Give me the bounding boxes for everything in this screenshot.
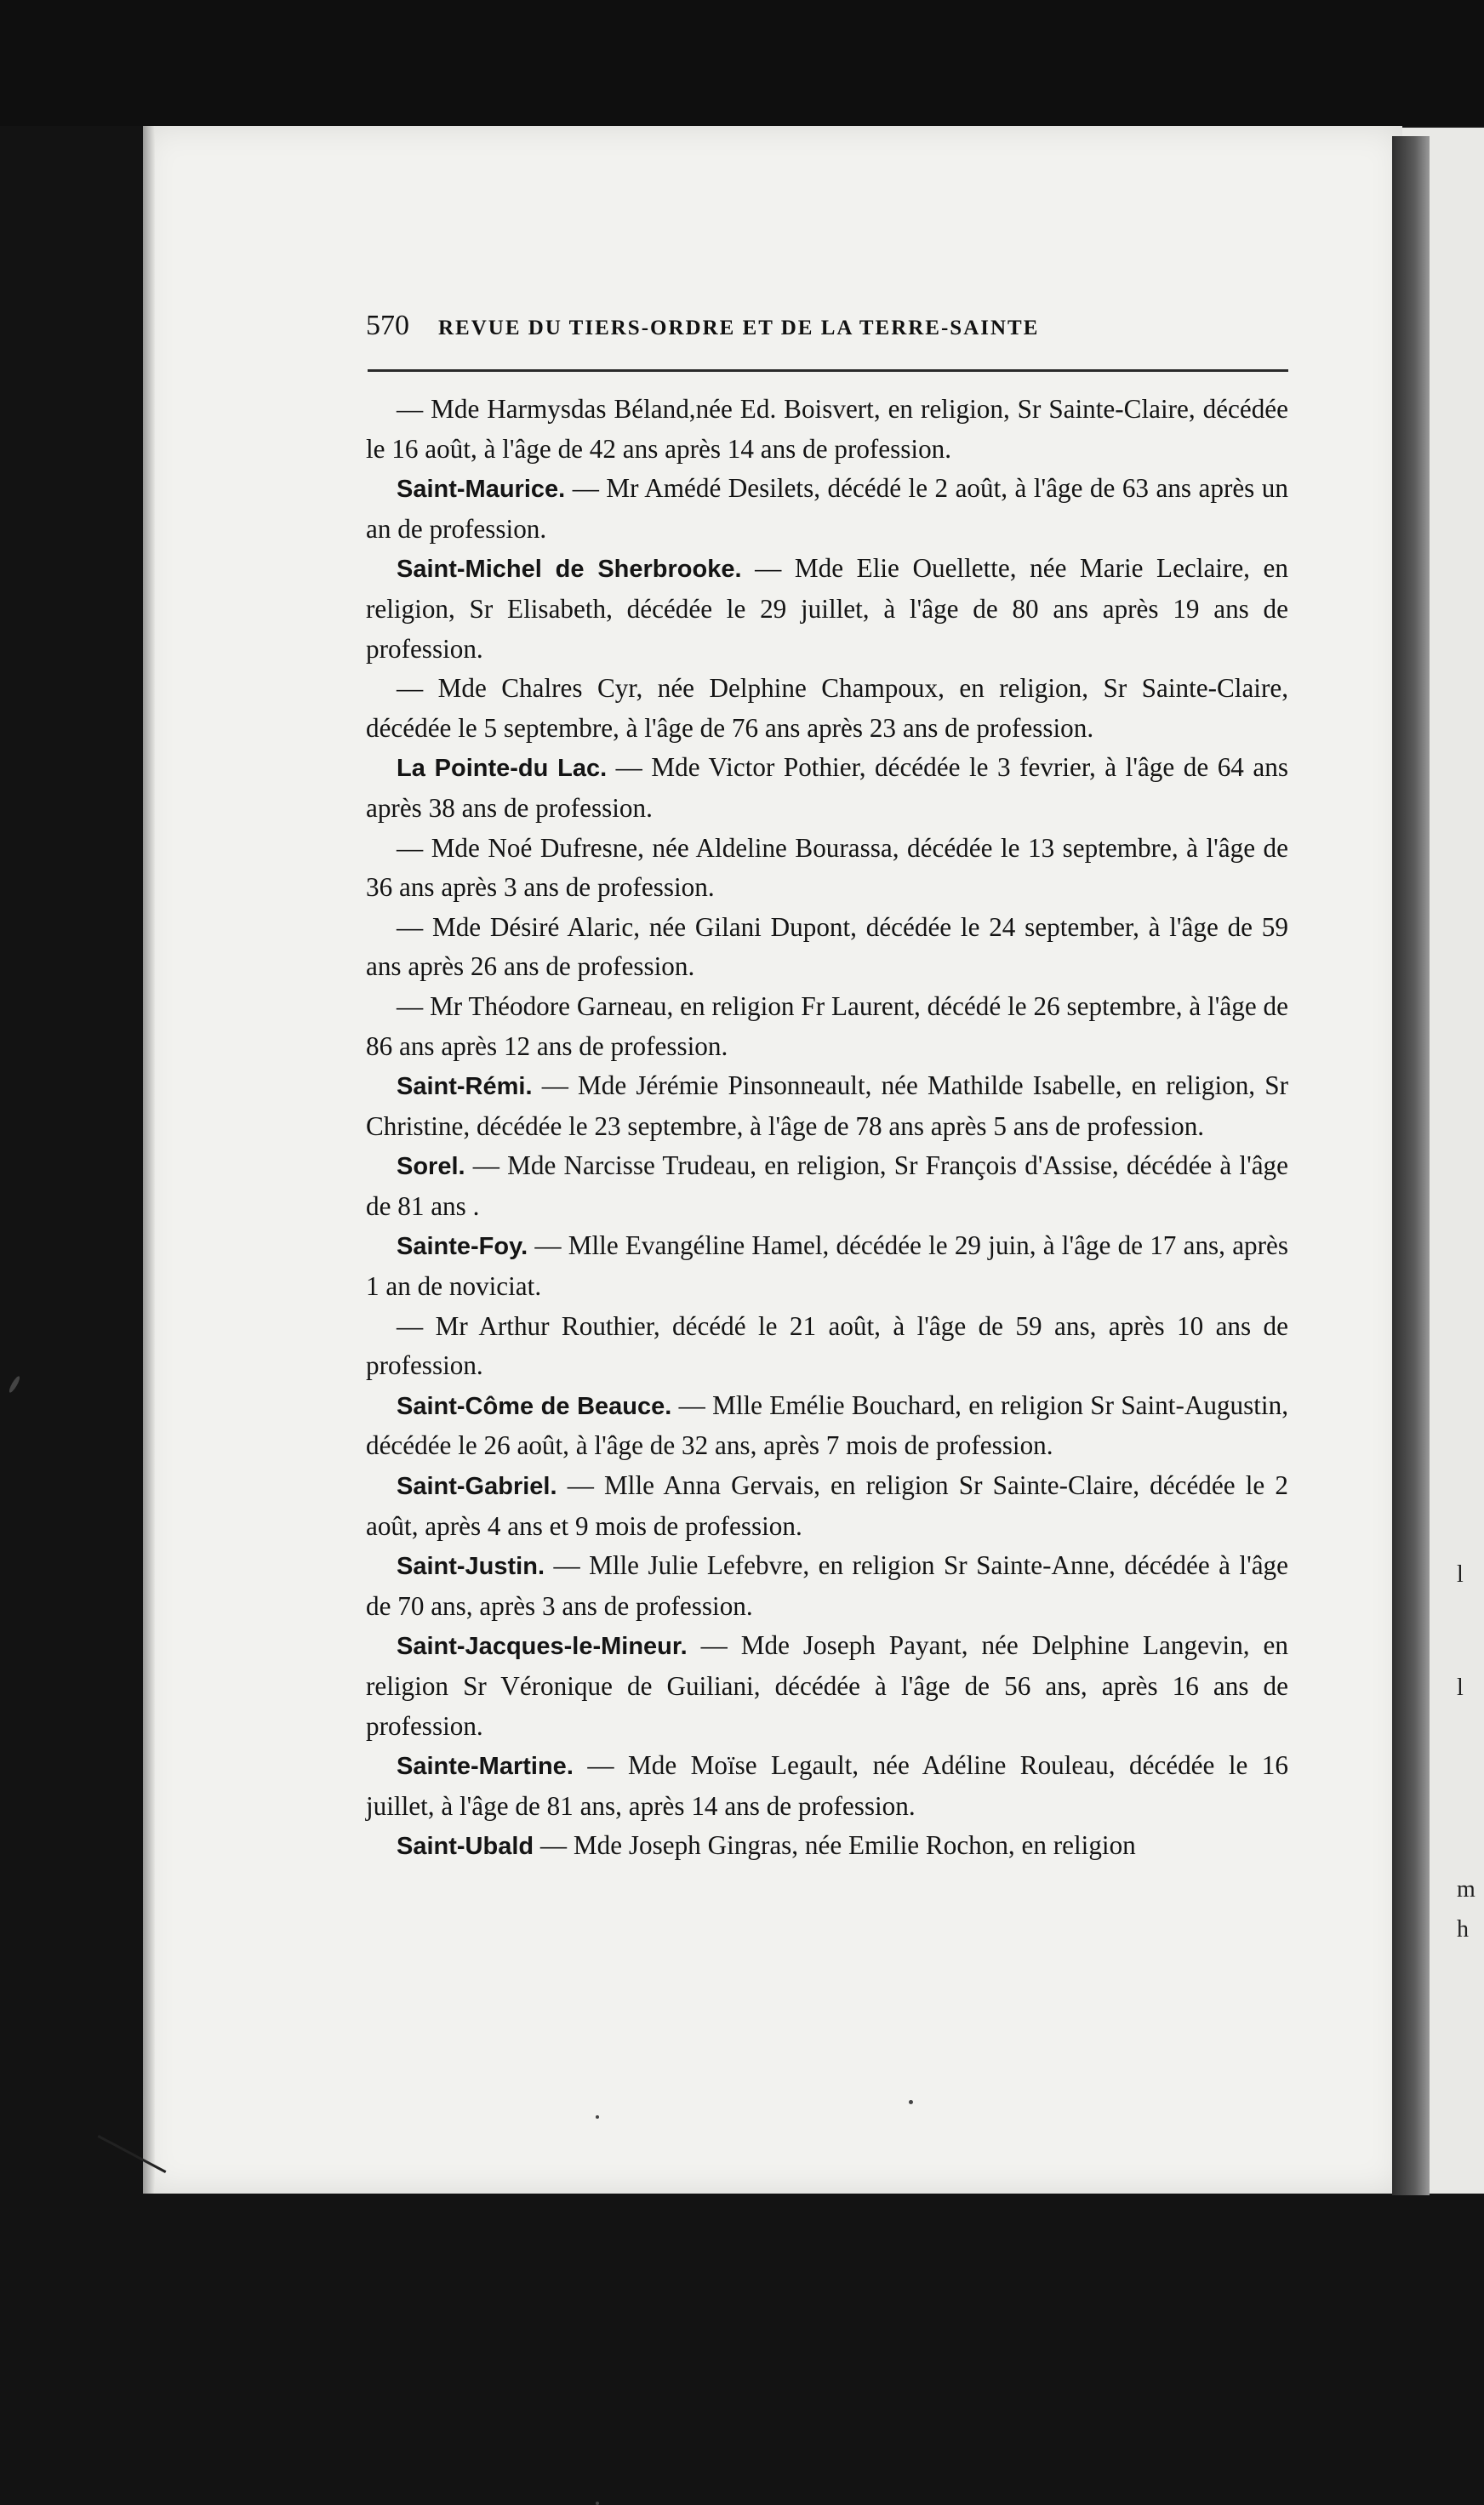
adjacent-page-fragment: m	[1457, 1876, 1475, 1903]
obituary-entry	[366, 1546, 1288, 1626]
entry-text: — Mlle Evangéline Hamel, décédée le 29 juin, à l'âge de 17 ans, après 1 an de noviciat.	[366, 1230, 1288, 1302]
obituary-entry	[366, 1626, 1288, 1746]
obituary-entry	[366, 987, 1288, 1066]
obituary-entry	[366, 1146, 1288, 1226]
parish-name: Saint-Rémi.	[397, 1073, 533, 1101]
entry-text: — Mlle Emélie Bouchard, en religion Sr Saint-Augustin, décédée le 26 août, à l'âge de 32 ans, après 7 mois de profession.	[366, 1389, 1288, 1461]
parish-name: Sainte-Foy.	[397, 1233, 528, 1261]
obituary-entry	[366, 829, 1288, 908]
page-number: 570	[366, 310, 409, 341]
entry-text: — Mde Jérémie Pinsonneault, née Mathilde Isabelle, en religion, Sr Christine, décédée le 23 septembre, à l'âge de 78 ans après 5 ans de profession.	[366, 1070, 1288, 1141]
page-edge	[143, 126, 155, 2194]
entry-text: — Mde Moïse Legault, née Adéline Rouleau, décédée le 16 juillet, à l'âge de 81 ans, après 14 ans de profession.	[366, 1750, 1288, 1821]
obituary-entry	[366, 1826, 1288, 1867]
running-head	[366, 310, 1302, 342]
book-gutter	[1392, 136, 1430, 2195]
entry-text: — Mde Joseph Gingras, née Emilie Rochon, en religion	[534, 1830, 1136, 1861]
obituary-entry	[366, 1386, 1288, 1466]
entry-text: — Mlle Anna Gervais, en religion Sr Sainte-Claire, décédée le 2 août, après 4 ans et 9 mois de profession.	[366, 1470, 1288, 1541]
entry-text: — Mde Noé Dufresne, née Aldeline Bourassa, décédée le 13 septembre, à l'âge de 36 ans après 3 ans de profession.	[366, 832, 1288, 903]
parish-name: Saint-Côme de Beauce.	[397, 1392, 672, 1420]
scan-speck	[909, 2100, 913, 2104]
entry-text: — Mde Désiré Alaric, née Gilani Dupont, décédée le 24 september, à l'âge de 59 ans après 26 ans de profession.	[366, 911, 1288, 982]
entry-text: — Mde Narcisse Trudeau, en religion, Sr François d'Assise, décédée à l'âge de 81 ans .	[366, 1150, 1288, 1221]
parish-name: Saint-Michel de Sherbrooke.	[397, 556, 742, 584]
entry-text: — Mde Harmysdas Béland,née Ed. Boisvert, en religion, Sr Sainte-Claire, décédée le 16 août, à l'âge de 42 ans après 14 ans de profession.	[366, 394, 1288, 464]
entry-text: — Mde Victor Pothier, décédée le 3 fevrier, à l'âge de 64 ans après 38 ans de profession.	[366, 752, 1289, 823]
obituary-entry	[366, 1466, 1288, 1546]
entry-text: — Mlle Julie Lefebvre, en religion Sr Sainte-Anne, décédée à l'âge de 70 ans, après 3 ans de profession.	[366, 1550, 1288, 1621]
parish-name: Sorel.	[397, 1153, 465, 1181]
obituary-entry	[366, 1066, 1288, 1146]
entry-text: — Mde Elie Ouellette, née Marie Leclaire, en religion, Sr Elisabeth, décédée le 29 juillet, à l'âge de 80 ans après 19 ans de profession.	[366, 553, 1288, 664]
scan-speck	[596, 2115, 599, 2119]
obituary-entry	[366, 469, 1288, 549]
entry-text: — Mr Théodore Garneau, en religion Fr Laurent, décédé le 26 septembre, à l'âge de 86 ans après 12 ans de profession.	[366, 990, 1288, 1061]
parish-name: La Pointe-du Lac.	[397, 755, 608, 783]
scan-speck	[596, 2502, 599, 2505]
obituary-entry	[366, 1226, 1288, 1306]
obituary-entry	[366, 390, 1288, 469]
obituary-entry	[366, 908, 1288, 987]
adjacent-page-fragment: l	[1457, 1675, 1464, 1701]
parish-name: Sainte-Martine.	[397, 1753, 574, 1781]
entry-text: — Mr Arthur Routhier, décédé le 21 août, à l'âge de 59 ans, après 10 ans de profession.	[366, 1310, 1288, 1381]
entry-text: — Mr Amédé Desilets, décédé le 2 août, à l'âge de 63 ans après un an de profession.	[366, 473, 1288, 544]
parish-name: Saint-Justin.	[397, 1553, 545, 1581]
parish-name: Saint-Gabriel.	[397, 1473, 557, 1501]
entry-text: — Mde Joseph Payant, née Delphine Langevin, en religion Sr Véronique de Guiliani, décédée à l'âge de 56 ans, après 16 ans de profession.	[366, 1630, 1288, 1741]
obituary-list	[366, 390, 1288, 1867]
obituary-entry	[366, 549, 1288, 669]
adjacent-page-fragment: l	[1457, 1561, 1464, 1588]
scan-speck	[8, 1375, 21, 1394]
parish-name: Saint-Maurice.	[397, 476, 566, 504]
entry-text: — Mde Chalres Cyr, née Delphine Champoux, en religion, Sr Sainte-Claire, décédée le 5 septembre, à l'âge de 76 ans après 23 ans de profession.	[366, 673, 1288, 743]
parish-name: Saint-Jacques-le-Mineur.	[397, 1633, 688, 1661]
obituary-entry	[366, 669, 1288, 748]
parish-name: Saint-Ubald	[397, 1833, 534, 1861]
scan-background	[0, 0, 1484, 126]
obituary-entry	[366, 748, 1288, 828]
adjacent-page-fragment: h	[1457, 1916, 1469, 1943]
header-rule	[368, 369, 1288, 372]
obituary-entry	[366, 1746, 1288, 1826]
journal-title: REVUE DU TIERS-ORDRE ET DE LA TERRE-SAINTE	[438, 317, 1040, 340]
obituary-entry	[366, 1307, 1288, 1386]
